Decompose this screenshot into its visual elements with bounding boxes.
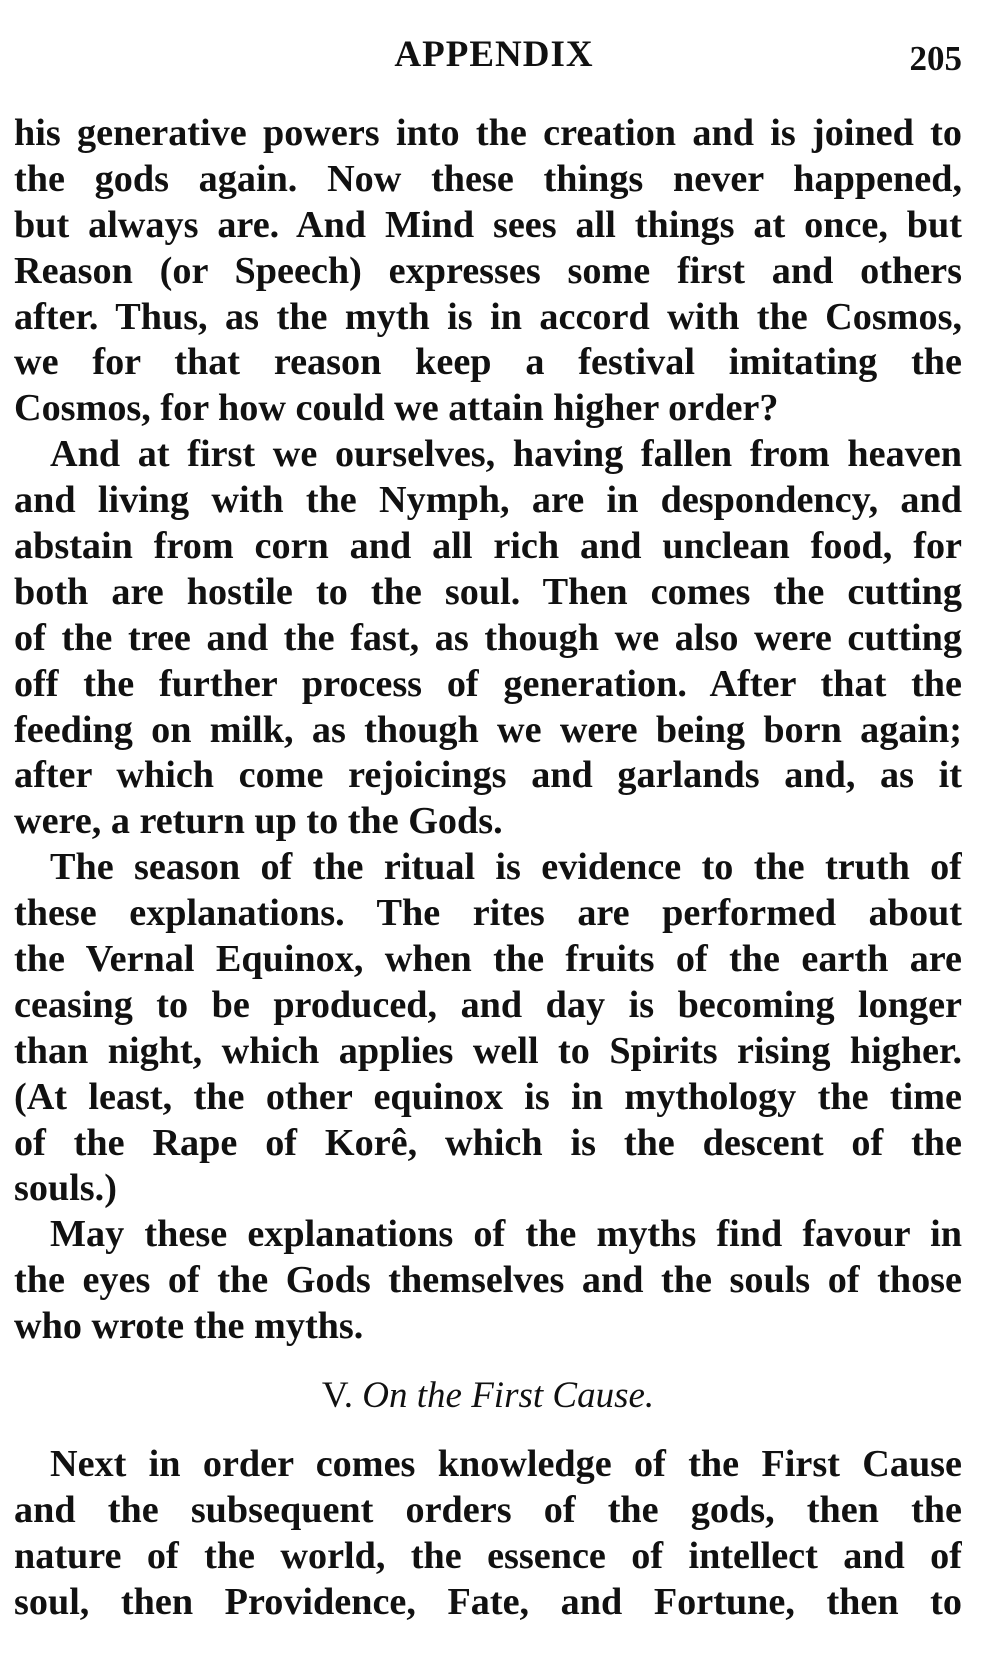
body-text bbox=[14, 111, 962, 1626]
text-line: the Vernal Equinox, when the fruits of the earth are bbox=[14, 938, 962, 981]
text-line: and the subsequent orders of the gods, then the bbox=[14, 1488, 962, 1531]
text-line: and living with the Nymph, are in despondency, and bbox=[14, 479, 962, 522]
text-line: nature of the world, the essence of intellect and of bbox=[14, 1534, 962, 1577]
paragraph bbox=[14, 111, 962, 432]
text-line: ceasing to be produced, and day is becoming longer bbox=[14, 983, 962, 1026]
page-number: 205 bbox=[909, 39, 962, 78]
section-number: V. bbox=[321, 1375, 363, 1417]
text-line: soul, then Providence, Fate, and Fortune, then to bbox=[14, 1580, 962, 1623]
text-line: Reason (or Speech) expresses some first and others bbox=[14, 249, 962, 292]
text-line: were, a return up to the Gods. bbox=[14, 800, 503, 843]
text-line: but always are. And Mind sees all things at once, but bbox=[14, 203, 962, 246]
text-line: the gods again. Now these things never happened, bbox=[14, 157, 962, 200]
section-heading bbox=[14, 1350, 962, 1442]
text-line: off the further process of generation. After that the bbox=[14, 662, 962, 705]
text-line: of the tree and the fast, as though we also were cutting bbox=[14, 616, 962, 659]
text-line: (At least, the other equinox is in mythology the time bbox=[14, 1075, 962, 1118]
paragraph bbox=[14, 432, 962, 845]
text-line: than night, which applies well to Spirits rising higher. bbox=[14, 1029, 962, 1072]
text-line: of the Rape of Korê, which is the descent of the bbox=[14, 1121, 962, 1164]
text-line: after which come rejoicings and garlands and, as it bbox=[14, 754, 962, 797]
text-line: The season of the ritual is evidence to the truth of bbox=[50, 846, 962, 889]
text-line: who wrote the myths. bbox=[14, 1305, 364, 1348]
text-line: the eyes of the Gods themselves and the souls of those bbox=[14, 1259, 962, 1302]
paragraph bbox=[14, 845, 962, 1212]
running-header bbox=[0, 30, 988, 80]
text-line: these explanations. The rites are performed about bbox=[14, 892, 962, 935]
text-line: Next in order comes knowledge of the First Cause bbox=[50, 1443, 962, 1486]
text-line: Cosmos, for how could we attain higher order? bbox=[14, 387, 779, 430]
text-line: feeding on milk, as though we were being born again; bbox=[14, 708, 962, 751]
running-title: APPENDIX bbox=[394, 34, 594, 75]
paragraph bbox=[14, 1212, 962, 1350]
text-line: abstain from corn and all rich and unclean food, for bbox=[14, 525, 962, 568]
text-line: And at first we ourselves, having fallen from heaven bbox=[50, 433, 962, 476]
text-line: souls.) bbox=[14, 1167, 117, 1210]
text-line: we for that reason keep a festival imitating the bbox=[14, 341, 962, 384]
section-title: On the First Cause. bbox=[362, 1375, 655, 1417]
paragraph bbox=[14, 1442, 962, 1626]
text-line: both are hostile to the soul. Then comes the cutting bbox=[14, 570, 962, 613]
text-line: his generative powers into the creation and is joined to bbox=[14, 112, 962, 154]
text-line: May these explanations of the myths find favour in bbox=[50, 1213, 962, 1256]
text-line: after. Thus, as the myth is in accord with the Cosmos, bbox=[14, 295, 962, 338]
